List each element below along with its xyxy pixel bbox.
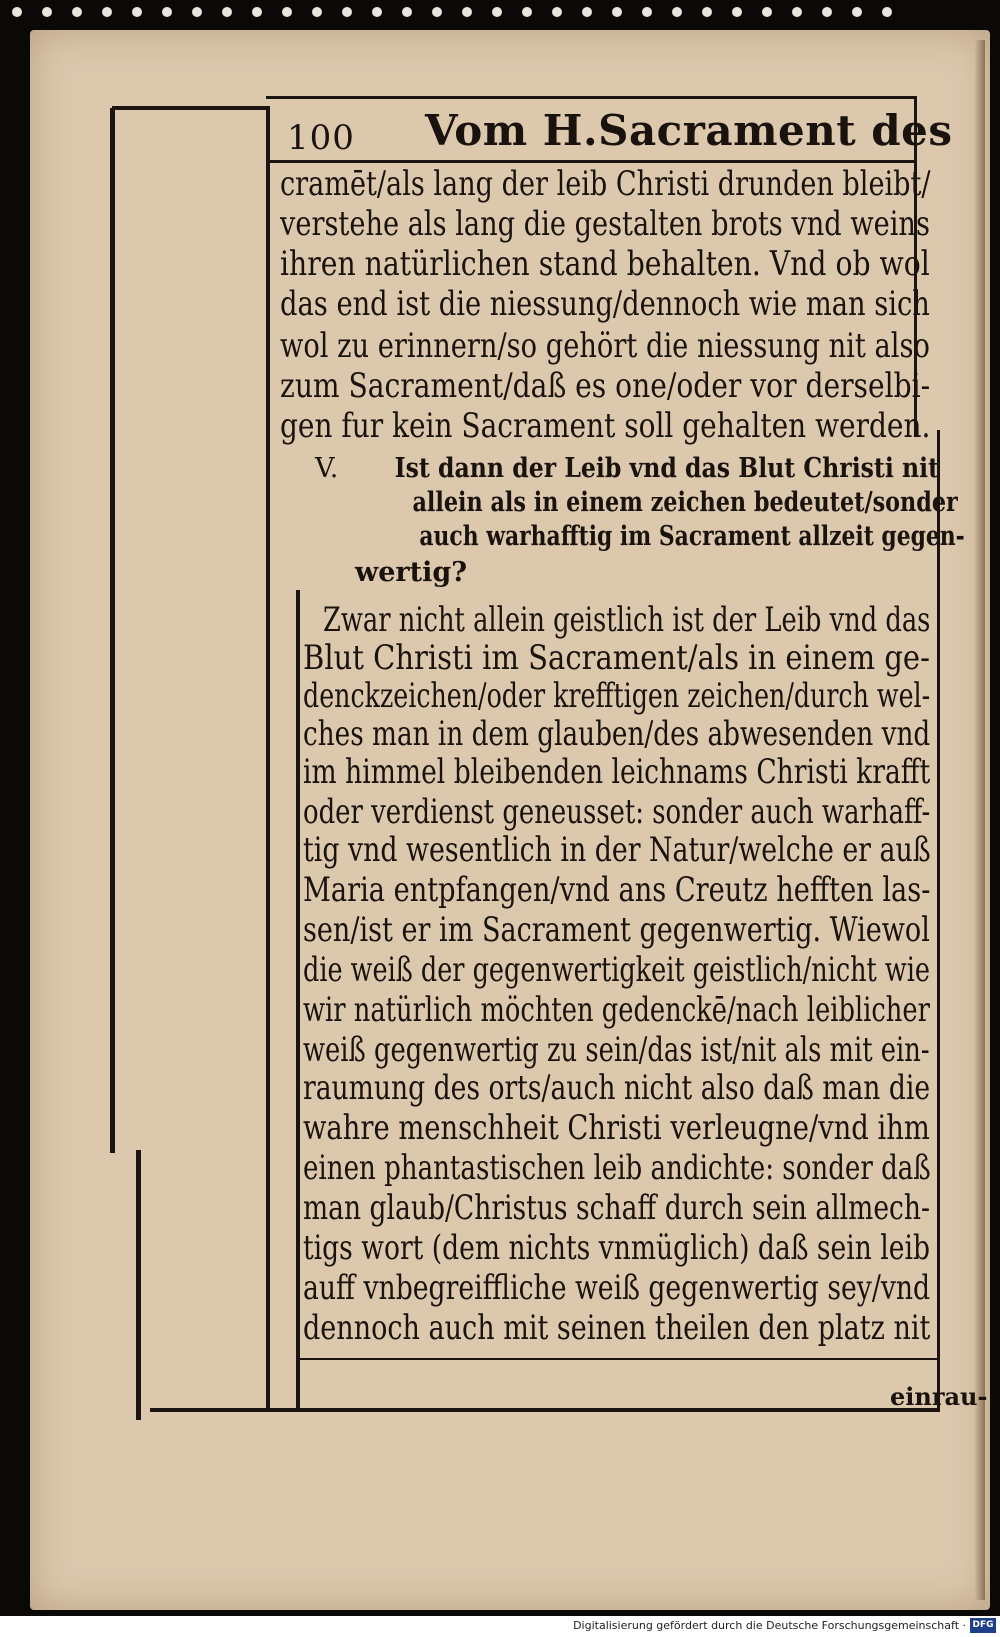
- text-line: cramēt/als lang der leib Christi drunden bleibt/: [280, 164, 931, 204]
- text-line: man glaub/Christus schaff durch sein allmech-: [303, 1188, 930, 1228]
- header-top-rule: [266, 96, 916, 99]
- running-header: [285, 100, 965, 160]
- text-line: zum Sacrament/daß es one/oder vor derselbi-: [280, 366, 931, 406]
- margin-outer-rule: [136, 1150, 141, 1420]
- text-line: wol zu erinnern/so gehört die niessung nit also: [280, 326, 930, 366]
- text-line: tigs wort (dem nichts vnmüglich) daß sein leib: [303, 1228, 930, 1268]
- text-line: oder verdienst geneusset: sonder auch warhaff-: [303, 792, 931, 832]
- text-line: wir natürlich möchten gedenckē/nach leiblicher: [303, 990, 930, 1030]
- running-head: Vom H.Sacrament des: [425, 106, 953, 155]
- text-line: wahre menschheit Christi verleugne/vnd ihm: [303, 1108, 930, 1148]
- text-line: Blut Christi im Sacrament/als in einem ge-: [303, 638, 930, 678]
- text-line: sen/ist er im Sacrament gegenwertig. Wiewol: [303, 910, 930, 950]
- film-perforations: [0, 0, 1000, 28]
- text-line: weiß gegenwertig zu sein/das ist/nit als mit ein-: [303, 1030, 930, 1070]
- text-line: Zwar nicht allein geistlich ist der Leib vnd das: [323, 600, 931, 640]
- question-numeral: V.: [315, 453, 339, 484]
- text-line: Maria entpfangen/vnd ans Creutz hefften las-: [303, 870, 931, 910]
- text-line: einen phantastischen leib andichte: sonder daß: [303, 1148, 931, 1188]
- text-line: dennoch auch mit seinen theilen den platz nit: [303, 1308, 931, 1348]
- text-line: die weiß der gegenwertigkeit geistlich/nicht wie: [303, 950, 930, 990]
- text-block: [280, 100, 988, 1420]
- question-line: auch warhafftig im Sacrament allzeit gegen-: [419, 521, 965, 552]
- text-line: gen fur kein Sacrament soll gehalten werden.: [280, 406, 931, 446]
- text-line: das end ist die niessung/dennoch wie man sich: [280, 284, 930, 324]
- question-line: Ist dann der Leib vnd das Blut Christi nit: [394, 453, 939, 484]
- text-line: verstehe als lang die gestalten brots vnd weins: [280, 204, 930, 244]
- question-line: allein als in einem zeichen bedeutet/sonder: [412, 487, 958, 518]
- frame-left-rule: [110, 108, 115, 1153]
- digitization-credit: Digitalisierung gefördert durch die Deutsche Forschungsgemeinschaft ·: [573, 1619, 966, 1632]
- frame-top-rule: [112, 106, 267, 110]
- text-line: ches man in dem glauben/des abwesenden vnd: [303, 714, 931, 754]
- text-line: im himmel bleibenden leichnams Christi krafft: [303, 752, 931, 792]
- question-line: wertig?: [355, 557, 468, 588]
- text-line: auff vnbegreiffliche weiß gegenwertig sey/vnd: [303, 1268, 931, 1308]
- margin-inner-rule: [266, 106, 270, 1411]
- dfg-logo: DFG: [970, 1618, 996, 1633]
- text-line: tig vnd wesentlich in der Natur/welche er auß: [303, 830, 931, 870]
- catchword: einrau-: [890, 1382, 988, 1411]
- text-line: raumung des orts/auch nicht also daß man die: [303, 1068, 931, 1108]
- text-line: ihren natürlichen stand behalten. Vnd ob wol: [280, 244, 930, 284]
- text-line: denckzeichen/oder krefftigen zeichen/durch wel-: [303, 676, 931, 716]
- page-number: 100: [287, 118, 355, 158]
